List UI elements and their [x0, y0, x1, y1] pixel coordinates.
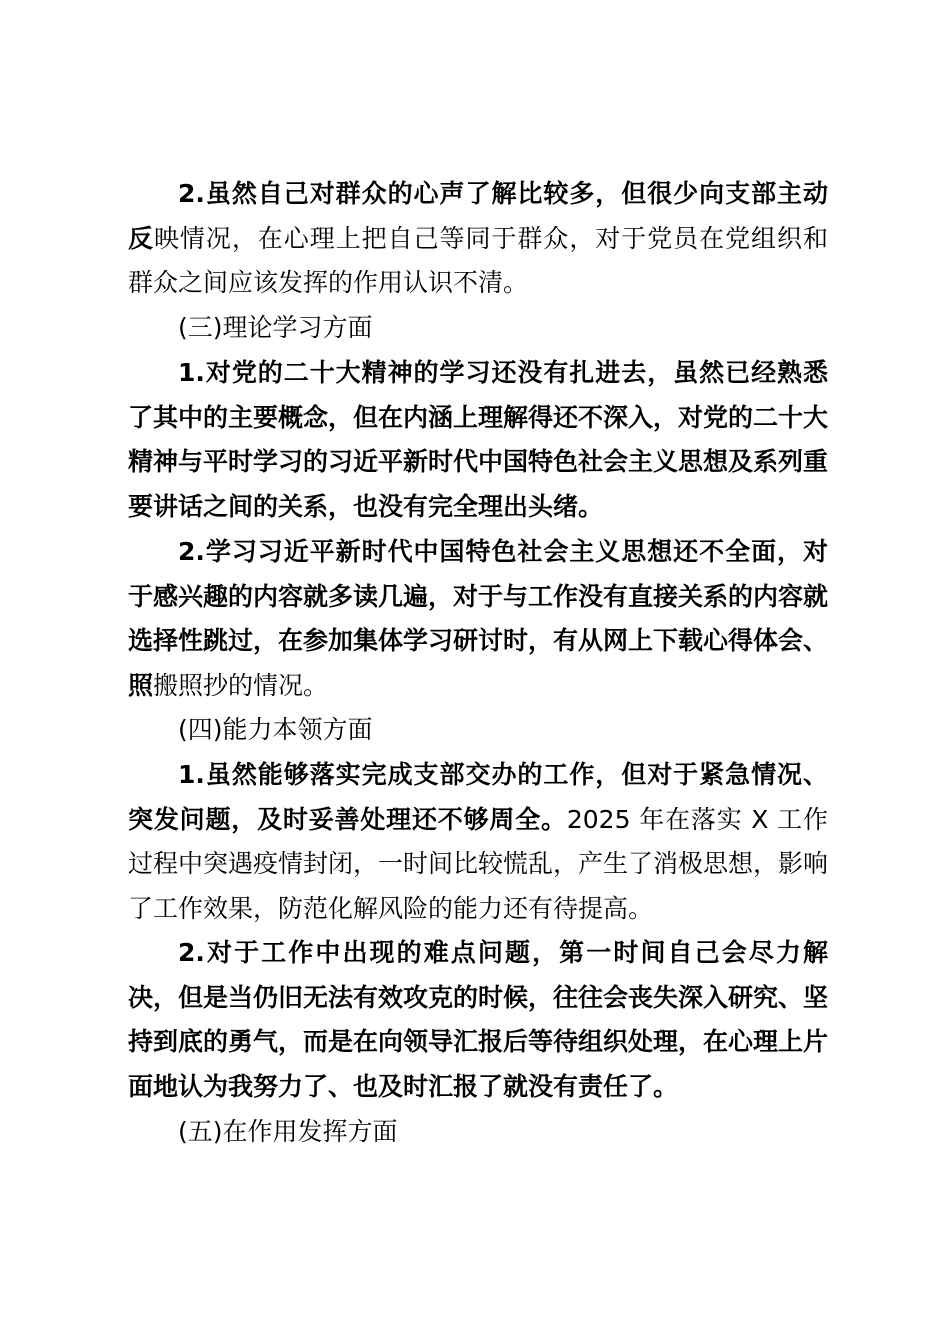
section-heading-role: (五)在作用发挥方面: [178, 1117, 398, 1146]
paragraph-ability-2: 2.对于工作中出现的难点问题，第一时间自己会尽力解决，但是当仍旧无法有效攻克的时候，往往会丧失深入研究、坚持到底的勇气，而是在向领导汇报后等待组织处理，在心理上片面地认为我努力了、也及时汇报了就没有责任了。: [128, 938, 829, 1101]
section-heading-ability: (四)能力本领方面: [178, 715, 373, 744]
paragraph-bold-part: 2.虽然自己对群众的心声了解比较多，但很少向支部主动反: [128, 179, 828, 253]
section-heading-theory-study: (三)理论学习方面: [178, 313, 373, 342]
paragraph-support-2: [128, 172, 828, 306]
paragraph-bold-part: 1.虽然能够落实完成支部交办的工作，但对于紧急情况、突发问题，及时妥善处理还不够周全。: [128, 760, 828, 834]
paragraph-normal-part: 搬照抄的情况。: [153, 670, 329, 700]
paragraph-bold-part: 2.学习习近平新时代中国特色社会主义思想还不全面，对于感兴趣的内容就多读几遍，对于与工作没有直接关系的内容就选择性跳过，在参加集体学习研讨时，有从网上下载心得体会、照: [128, 537, 829, 700]
paragraph-normal-part: 映情况，在心理上把自己等同于群众，对于党员在党组织和群众之间应该发挥的作用认识不清。: [128, 223, 828, 298]
paragraph-theory-1: 1.对党的二十大精神的学习还没有扎进去，虽然已经熟悉了其中的主要概念，但在内涵上理解得还不深入，对党的二十大精神与平时学习的习近平新时代中国特色社会主义思想及系列重要讲话之间的关系，也没有完全理出头绪。: [128, 358, 829, 521]
paragraph-theory-2: [128, 530, 828, 708]
paragraph-normal-part: 2025 年在落实 X 工作过程中突遇疫情封闭，一时间比较慌乱，产生了消极思想，影响了工作效果，防范化解风险的能力还有待提高。: [128, 804, 829, 923]
paragraph-ability-1: [128, 753, 828, 931]
